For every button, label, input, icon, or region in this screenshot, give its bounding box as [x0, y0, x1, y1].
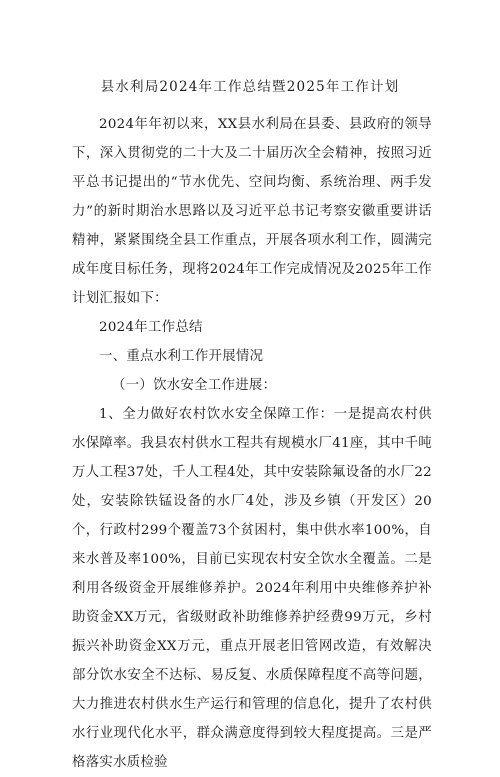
- body-paragraph: 1、全力做好农村饮水安全保障工作：一是提高农村供水保障率。我县农村供水工程共有规模水厂41座，其中千吨万人工程37处，千人工程4处，其中安装除氟设备的水厂22处，安装除铁锰设备的水厂4处，涉及乡镇（开发区）20个，行政村299个覆盖73个贫困村，集中供水率100%，自来水普及率100%，目前已实现农村安全饮水全覆盖。二是利用各级资金开展维修养护。2024年利用中央维修养护补助资金XX万元，省级财政补助维修养护经费99万元，乡村振兴补助资金XX万元，重点开展老旧管网改造，有效解决部分饮水安全不达标、易反复、水质保障程度不高等问题，大力推进农村供水生产运行和管理的信息化，提升了农村供水行业现代化水平，群众满意度得到较大程度提高。三是严格落实水质检验: [72, 407, 432, 770]
- heading-level-2: （一）饮水安全工作进展：: [112, 378, 277, 393]
- document-body: [72, 110, 432, 777]
- intro-paragraph: 2024年年初以来，XX县水利局在县委、县政府的领导下，深入贯彻党的二十大及二十届历次全会精神，按照习近平总书记提出的“节水优先、空间均衡、系统治理、两手发力”的新时期治水思路以及习近平总书记考察安徽重要讲话精神，紧紧围绕全县工作重点，开展各项水利工作，圆满完成年度目标任务，现将2024年工作完成情况及2025年工作计划汇报如下：: [72, 117, 432, 306]
- document-title: 县水利局2024年工作总结暨2025年工作计划: [100, 79, 400, 95]
- section-title: 2024年工作总结: [99, 320, 203, 335]
- heading-level-1: 一、重点水利工作开展情况: [99, 349, 264, 364]
